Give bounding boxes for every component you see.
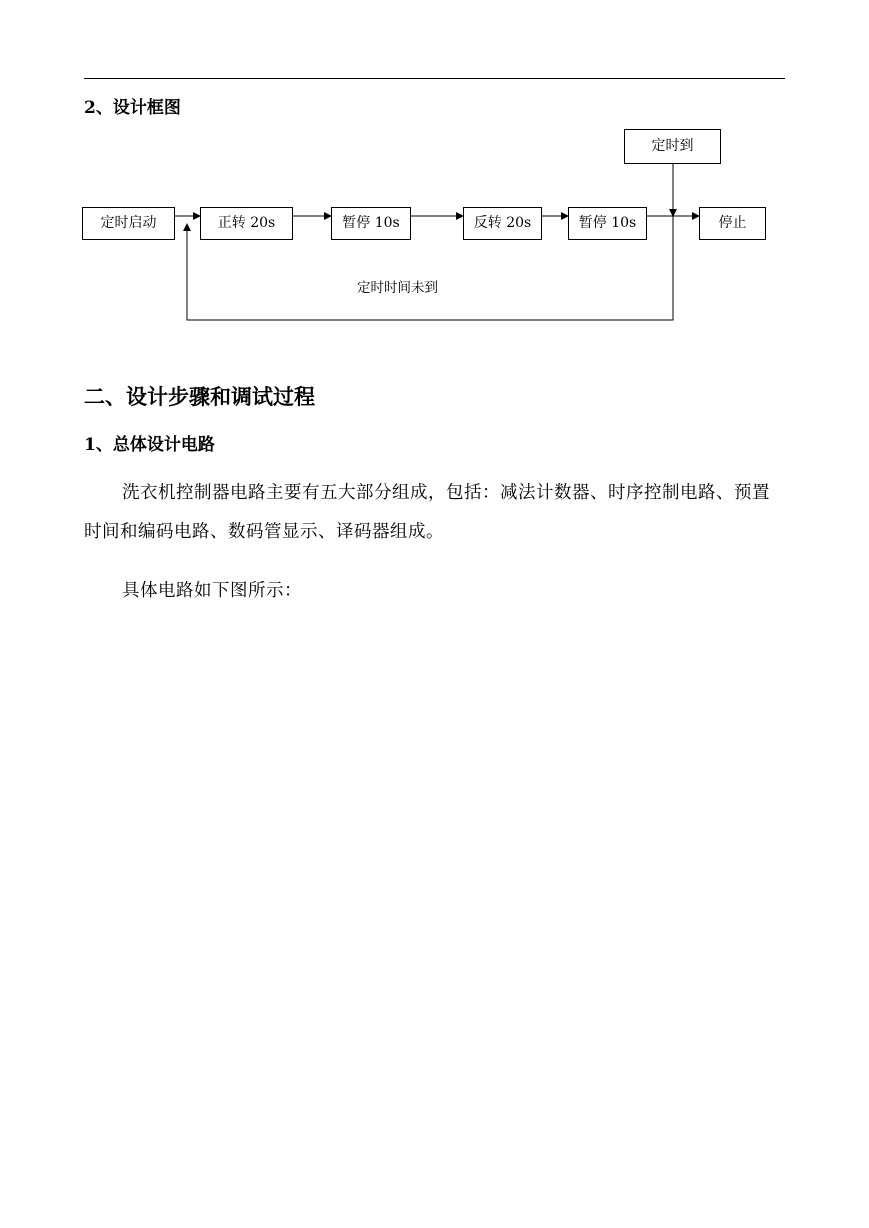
node-timer-start: 定时启动 xyxy=(82,207,175,240)
loop-label: 定时时间未到 xyxy=(357,280,438,296)
node-stop: 停止 xyxy=(699,207,766,240)
node-reverse: 反转 20s xyxy=(463,207,542,240)
section-heading-design-diagram: 2、设计框图 xyxy=(84,98,181,118)
section-heading-overall-circuit: 1、总体设计电路 xyxy=(84,435,215,455)
paragraph-overview: 洗衣机控制器电路主要有五大部分组成，包括：减法计数器、时序控制电路、预置时间和编码电路、数码管显示、译码器组成。 xyxy=(84,483,770,542)
node-timer-done: 定时到 xyxy=(624,129,721,164)
section-heading-two: 二、设计步骤和调试过程 xyxy=(84,384,315,409)
paragraph-circuit-intro: 具体电路如下图所示： xyxy=(122,581,302,601)
node-pause-2: 暂停 10s xyxy=(568,207,647,240)
node-forward: 正转 20s xyxy=(200,207,293,240)
node-pause-1: 暂停 10s xyxy=(331,207,411,240)
